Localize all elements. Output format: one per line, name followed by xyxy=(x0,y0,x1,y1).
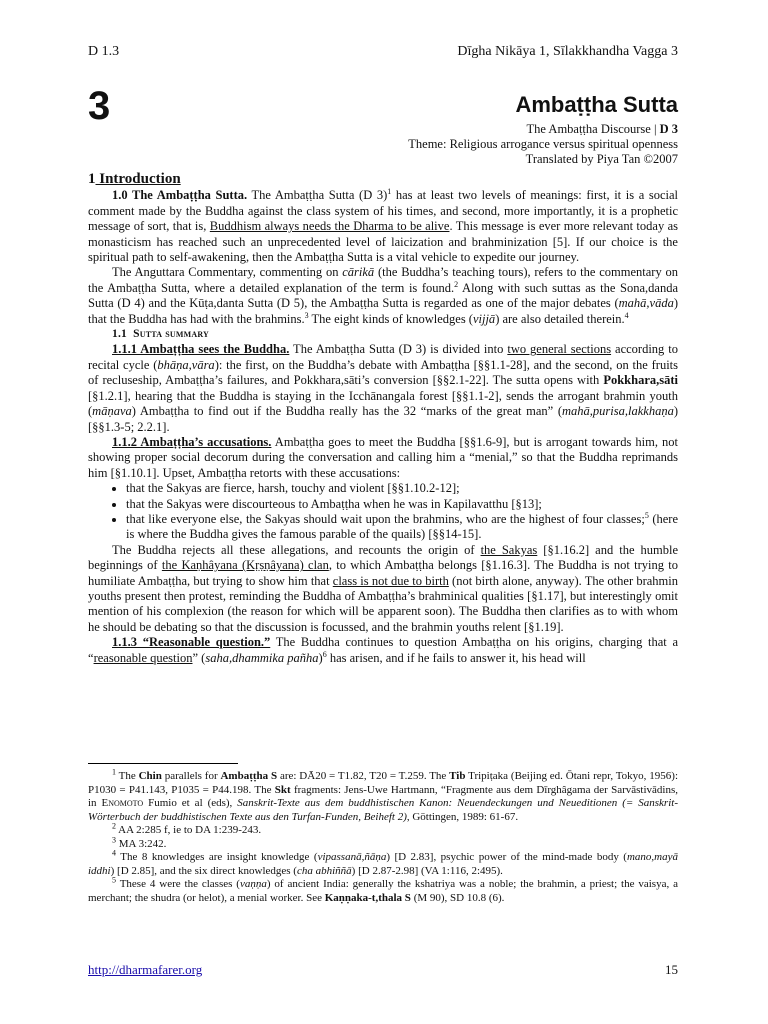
paragraph-lead: 1.1.2 Ambaṭṭha’s accusations. xyxy=(112,434,272,449)
paragraph-lead: 1.1.3 “Reasonable question.” xyxy=(112,635,271,650)
section-number: 1.1 xyxy=(112,328,127,341)
text-run: has at least two levels of meanings: first, it is a social comment made by the Buddha against the class system of his times, and second, more importantly, it is a prophetic message of sort, that is, xyxy=(88,188,678,234)
text-run: Along with such suttas as the Sona,danda Sutta (D 4) and the Kūṭa,danta Sutta (D 5), the Ambaṭṭha Sutta is regarded as one of the major debates ( xyxy=(88,280,678,311)
paragraph-1-0 xyxy=(88,188,678,265)
footnote-1 xyxy=(88,767,679,824)
text-run: , Göttingen, 1989: 61-67. xyxy=(406,810,519,823)
text-run: ) [§§1.3-5; 2.2.1]. xyxy=(88,404,678,434)
text-run: The eight kinds of knowledges ( xyxy=(308,311,473,326)
text-run: that like everyone else, the Sakyas should wait upon the brahmins, who are the highest of four classes; xyxy=(126,511,645,526)
text-run: . This message is ever more relevant today as monasticism has reached such an unprecedented level of laicization and brahminization [5]. If our choice is the spiritual path to self-awakening, then the Ambaṭṭha Sutta is a vital vehicle to expedite our journey. xyxy=(88,219,679,265)
sutta-title: Ambaṭṭha Sutta xyxy=(515,92,678,117)
underlined-phrase: reasonable question xyxy=(93,650,193,665)
underlined-phrase: Buddhism always needs the Dharma to be alive xyxy=(209,219,450,234)
running-header xyxy=(88,44,678,60)
footnote-3 xyxy=(88,834,678,852)
header-right: Dīgha Nikāya 1, Sīlakkhandha Vagga 3 xyxy=(457,44,678,59)
bold-term: Chin xyxy=(138,770,162,782)
list-item xyxy=(126,512,678,543)
text-run: ” ( xyxy=(192,650,206,665)
section-heading-introduction xyxy=(88,172,678,187)
footnote-number: 4 xyxy=(112,848,116,858)
section-number: 1 xyxy=(88,171,96,187)
footnote-number: 2 xyxy=(112,821,116,831)
pali-term: bhāṇa,vāra xyxy=(157,357,215,372)
footnote-mark: 6 xyxy=(322,649,327,659)
text-run: fragments: Jens-Uwe Hartmann, “Fragmente aus dem Dīrghâgama der Sarvāstivādins, in xyxy=(88,783,679,809)
footnote-mark: 1 xyxy=(387,187,392,197)
footnote-5 xyxy=(88,875,678,905)
text-run: The Buddha continues to question Ambaṭṭha on his origins, charging that a “ xyxy=(88,635,678,665)
text-run: (not birth alone, anyway). The other brahmin youths present then protest, reminding the Buddha of Ambaṭṭha’s brahminical qualities [§1.17], but interestingly omit mention of his complexion (the reason for which will be apparent soon). The Buddha then clarifies as to with whom he should be debating so that the discussion is focussed, and the brahmin youths relent [§1.19]. xyxy=(88,573,678,634)
pali-term: saha,dhammika pañha xyxy=(205,650,319,665)
footnotes xyxy=(88,767,679,905)
underlined-phrase: the Kaṇhâyana (Kṛṣṇâyana) clan xyxy=(161,558,329,573)
text-run: [§1.2.1], hearing that the Buddha is staying in the Icchānangala forest [§§1.1-2], sends the arrogant brahmin youth ( xyxy=(88,388,678,419)
paragraph-rejection xyxy=(88,543,678,635)
section-title: Introduction xyxy=(95,171,181,187)
bold-term: Ambaṭṭha S xyxy=(220,770,278,782)
subtitle-separator: | xyxy=(650,122,660,136)
bold-term: Tib xyxy=(449,770,466,782)
page-number: 15 xyxy=(665,962,678,977)
bold-term: Kaṇṇaka-t,thala S xyxy=(324,891,411,904)
text-run: ) Ambaṭṭha to find out if the Buddha really has the 32 “marks of the great man” ( xyxy=(131,404,563,419)
footnote-4 xyxy=(88,848,678,878)
chapter-number: 3 xyxy=(88,84,111,128)
text-run: ) are also detailed therein. xyxy=(495,311,625,326)
text-run: Tripiṭaka (Beijing ed. Ōtani repr, Tokyo, 1956): P1030 = P41.143, P1035 = P44.198. The xyxy=(88,770,678,796)
footnote-mark: 5 xyxy=(644,510,649,520)
text-run: ) xyxy=(318,650,323,665)
text-run: according to recital cycle ( xyxy=(88,342,678,372)
subtitle-discourse: The Ambaṭṭha Discourse xyxy=(526,122,651,136)
footnote-mark: 4 xyxy=(624,310,629,320)
text-run: are: DĀ20 = T1.82, T20 = T.259. The xyxy=(277,770,450,782)
text-run: The Buddha rejects all these allegations, and recounts the origin of xyxy=(112,542,481,557)
text-run: ) [D 2.85], and the six direct knowledges ( xyxy=(110,864,297,877)
header-left: D 1.3 xyxy=(88,44,120,59)
text-run: MA 3:242. xyxy=(116,837,167,850)
underlined-phrase: two general sections xyxy=(507,342,612,357)
footnote-number: 5 xyxy=(112,875,116,885)
text-run: Ambaṭṭha goes to meet the Buddha [§§1.6-9], but is arrogant towards him, not showing proper social decorum during the conversation and calling him a “menial,” so that the Buddha reprimands him [§1.10.1]. Upset, Ambaṭṭha retorts with these accusations: xyxy=(88,434,678,480)
pali-term: cārikā xyxy=(342,265,375,280)
text-run: ) that the Buddha has had with the brahmins. xyxy=(88,296,678,326)
text-run: [§1.16.2] and the humble beginnings of xyxy=(88,542,679,573)
bold-term: Skt xyxy=(274,783,291,796)
text-run: ) [D 2.87-2.98] (VA 1:116, 2:495). xyxy=(351,864,503,877)
list-item: • that the Sakyas were discourteous to Ambaṭṭha when he was in Kapilavatthu [§13]; xyxy=(126,497,678,512)
paragraph-1-1-2 xyxy=(88,435,678,481)
footnote-number: 3 xyxy=(112,834,116,844)
text-run: Fumio et al (eds), xyxy=(143,797,238,809)
bold-name: Pokkhara,sāti xyxy=(603,373,678,388)
title-block xyxy=(408,92,678,167)
paragraph-commentary xyxy=(88,265,678,327)
text-run: ) of ancient India: generally the kshatriya was a noble; the brahmin, a priest; the vaisya, a merchant; the shudra (or helot), a menial worker. See xyxy=(88,878,678,904)
theme-line: Theme: Religious arrogance versus spiritual openness xyxy=(408,137,678,151)
footnote-mark: 3 xyxy=(304,310,309,320)
pali-term: vipassanā,ñāṇa xyxy=(317,851,387,863)
section-title: Sutta summary xyxy=(133,328,210,341)
text-run: has arisen, and if he fails to answer it, his head will xyxy=(326,650,586,665)
text-run: AA 2:285 f, ie to DA 1:239-243. xyxy=(116,824,262,836)
text-run: , to which Ambaṭṭha belongs [§1.16.3]. The Buddha is not trying to humiliate Ambaṭṭha, but trying to show him that xyxy=(88,558,678,588)
list-item: • that the Sakyas are fierce, harsh, touchy and violent [§§1.10.2-12]; xyxy=(126,481,678,496)
text-run: ): the first, on the Buddha’s debate with Ambaṭṭha [§§1.1-28], and the second, on the fruits of recluseship, Ambaṭṭha’s failures, and Pokkhara,sāti’s conversion [§§2.1-22]. The sutta opens with xyxy=(88,357,678,388)
text-run: ) [D 2.83], psychic power of the mind-made body ( xyxy=(386,851,627,863)
text-run: (the Buddha’s teaching tours), refers to the commentary on the Ambaṭṭha Sutta, where a detailed explanation of the term is found. xyxy=(88,265,679,295)
translator-line: Translated by Piya Tan ©2007 xyxy=(525,152,678,166)
pali-term: mano,mayā iddhi xyxy=(88,851,678,877)
text-run: (M 90), SD 10.8 (6). xyxy=(410,891,505,904)
paragraph-lead: 1.0 The Ambaṭṭha Sutta. xyxy=(112,188,248,203)
footnote-mark: 2 xyxy=(454,279,459,289)
paragraph-1-1-3 xyxy=(88,635,678,666)
text-run: The Ambaṭṭha Sutta (D 3) xyxy=(247,188,388,203)
book-title: Sanskrit-Texte aus dem buddhistischen Kanon: Neuendeckungen und Neueditionen (= Sanskrit-Wörterbuch der buddhistischen Texte aus den Turfan-Funden, Beiheft 2) xyxy=(88,797,678,823)
pali-term: mahā,purisa,lakkhaṇa xyxy=(562,404,674,419)
text-run: (here is where the Buddha gives the famous parable of the quails) [§§14-15]. xyxy=(126,511,679,542)
pali-term: māṇava xyxy=(92,404,132,419)
section-heading-sutta-summary xyxy=(112,327,678,342)
pali-term: vaṇṇa xyxy=(239,878,267,890)
footnote-number: 1 xyxy=(112,767,116,777)
website-link[interactable]: http://dharmafarer.org xyxy=(88,962,203,977)
subtitle-line xyxy=(408,122,678,137)
text-run: These 4 were the classes ( xyxy=(116,878,240,890)
underlined-phrase: class is not due to birth xyxy=(332,573,449,588)
subtitle-ref: D 3 xyxy=(659,122,678,136)
pali-term: cha abhiññā xyxy=(296,864,352,877)
main-text xyxy=(88,172,678,666)
text-run: The Anguttara Commentary, commenting on xyxy=(112,265,343,280)
pali-term: vijjā xyxy=(472,311,496,326)
paragraph-1-1-1 xyxy=(88,342,678,434)
author-name: Enomoto xyxy=(101,797,144,809)
pali-term: mahā,vāda xyxy=(618,296,674,311)
accusation-list xyxy=(88,481,678,543)
text-run: The xyxy=(116,770,139,782)
text-run: The 8 knowledges are insight knowledge ( xyxy=(116,851,318,863)
text-run: The Ambaṭṭha Sutta (D 3) is divided into xyxy=(289,342,508,357)
paragraph-lead: 1.1.1 Ambaṭṭha sees the Buddha. xyxy=(112,342,290,357)
footnote-2 xyxy=(88,821,678,838)
page-footer xyxy=(88,962,678,978)
text-run: parallels for xyxy=(161,770,221,782)
underlined-phrase: the Sakyas xyxy=(480,542,538,557)
footnote-divider xyxy=(88,763,238,764)
